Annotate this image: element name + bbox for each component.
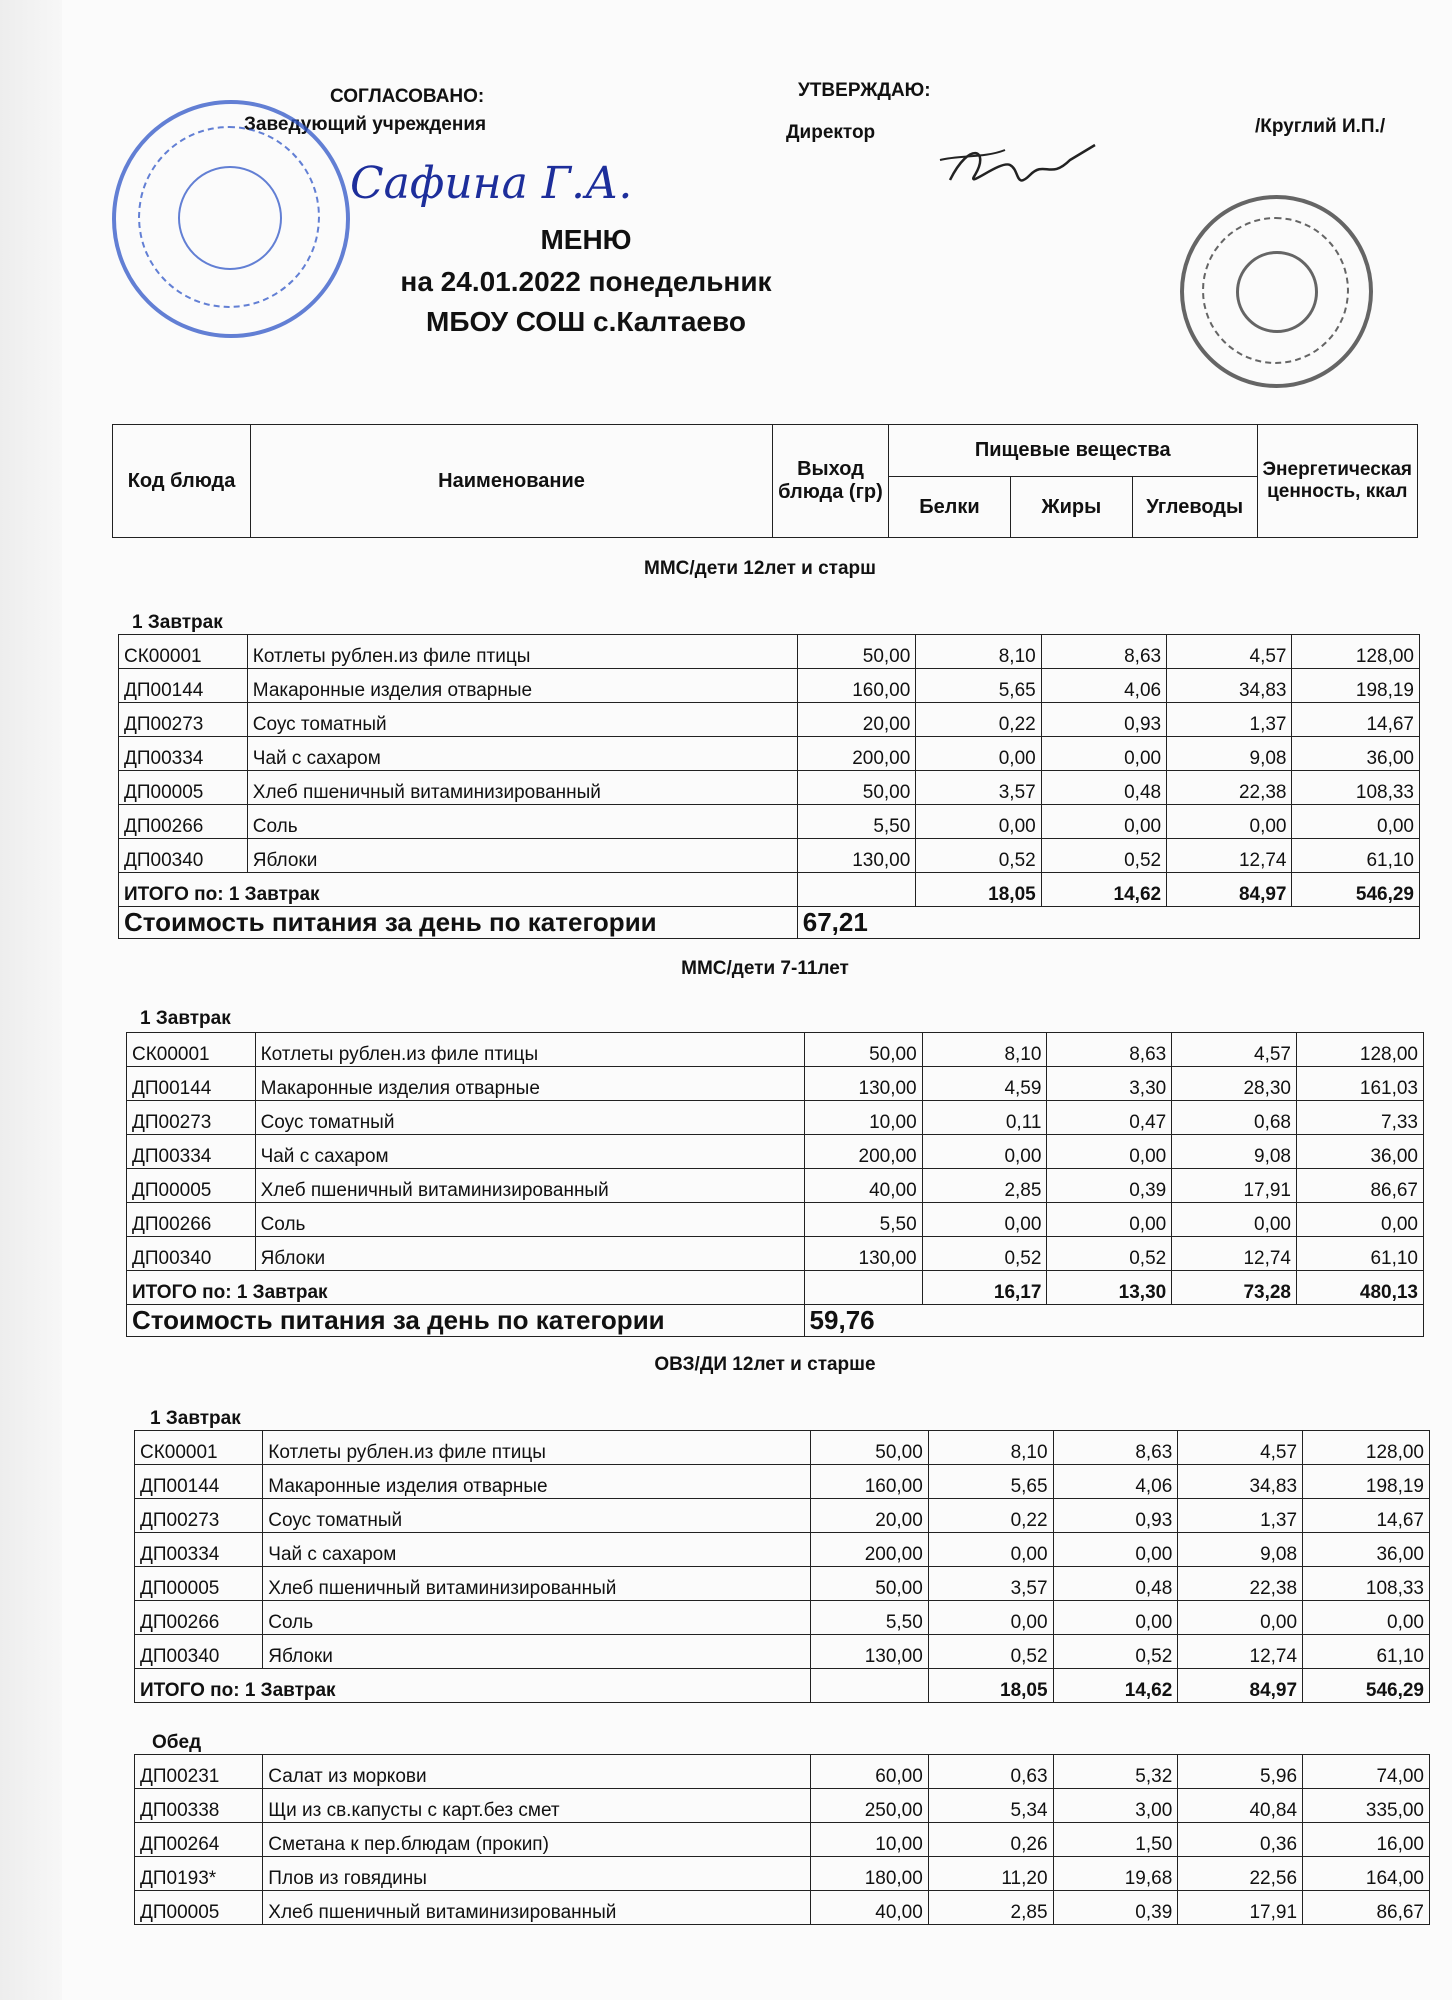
carbs-value: 12,74 bbox=[1178, 1635, 1303, 1669]
dish-code: ДП00005 bbox=[135, 1567, 263, 1601]
carbs-value: 4,57 bbox=[1167, 635, 1292, 669]
protein-value: 0,00 bbox=[928, 1601, 1053, 1635]
table-row bbox=[127, 1101, 1424, 1135]
table-row bbox=[127, 1135, 1424, 1169]
protein-value: 3,57 bbox=[928, 1567, 1053, 1601]
carbs-value: 5,96 bbox=[1178, 1755, 1303, 1789]
fat-value: 1,50 bbox=[1053, 1823, 1178, 1857]
fat-value: 3,30 bbox=[1047, 1067, 1172, 1101]
total-label: ИТОГО по: 1 Завтрак bbox=[127, 1271, 805, 1305]
dish-output: 50,00 bbox=[797, 771, 916, 805]
fat-total: 13,30 bbox=[1047, 1271, 1172, 1305]
dish-output: 180,00 bbox=[810, 1857, 928, 1891]
energy-total: 546,29 bbox=[1292, 873, 1420, 907]
dish-name: Соль bbox=[255, 1203, 804, 1237]
fat-value: 4,06 bbox=[1053, 1465, 1178, 1499]
energy-value: 61,10 bbox=[1296, 1237, 1423, 1271]
fat-value: 5,32 bbox=[1053, 1755, 1178, 1789]
energy-value: 61,10 bbox=[1292, 839, 1420, 873]
menu-date: на 24.01.2022 понедельник bbox=[400, 266, 772, 297]
dish-name: Хлеб пшеничный витаминизированный bbox=[255, 1169, 804, 1203]
fat-value: 0,52 bbox=[1047, 1237, 1172, 1271]
menu-table bbox=[118, 634, 1420, 939]
dish-name: Макаронные изделия отварные bbox=[247, 669, 797, 703]
protein-total: 18,05 bbox=[916, 873, 1041, 907]
table-row bbox=[135, 1789, 1430, 1823]
carbs-value: 0,00 bbox=[1172, 1203, 1297, 1237]
agreed-signature: Сафина Г.А. bbox=[350, 158, 633, 209]
table-row bbox=[135, 1465, 1430, 1499]
dish-output: 5,50 bbox=[804, 1203, 922, 1237]
dish-code: ДП00144 bbox=[135, 1465, 263, 1499]
organization-stamp bbox=[112, 100, 350, 338]
dish-code: СК00001 bbox=[135, 1431, 263, 1465]
category-title: ММС/дети 7-11лет bbox=[681, 958, 849, 979]
header-fat: Жиры bbox=[1010, 477, 1132, 538]
table-row bbox=[135, 1567, 1430, 1601]
protein-value: 2,85 bbox=[922, 1169, 1047, 1203]
dish-name: Соус томатный bbox=[255, 1101, 804, 1135]
meal-title: Обед bbox=[152, 1732, 202, 1753]
dish-code: ДП00005 bbox=[119, 771, 248, 805]
energy-total: 546,29 bbox=[1303, 1669, 1430, 1703]
approve-role: Директор bbox=[786, 122, 876, 143]
dish-name: Соус томатный bbox=[263, 1499, 810, 1533]
carbs-value: 9,08 bbox=[1178, 1533, 1303, 1567]
energy-value: 128,00 bbox=[1296, 1033, 1423, 1067]
header-protein: Белки bbox=[888, 477, 1010, 538]
dish-output: 200,00 bbox=[804, 1135, 922, 1169]
energy-value: 0,00 bbox=[1292, 805, 1420, 839]
dish-output: 50,00 bbox=[804, 1033, 922, 1067]
energy-value: 36,00 bbox=[1296, 1135, 1423, 1169]
table-row bbox=[135, 1533, 1430, 1567]
table-row bbox=[119, 839, 1420, 873]
menu-title: МЕНЮ bbox=[540, 224, 632, 255]
dish-name: Плов из говядины bbox=[263, 1857, 810, 1891]
table-row bbox=[119, 805, 1420, 839]
dish-output: 130,00 bbox=[797, 839, 916, 873]
carbs-value: 9,08 bbox=[1167, 737, 1292, 771]
cost-value: 67,21 bbox=[797, 907, 1419, 939]
dish-name: Сметана к пер.блюдам (прокип) bbox=[263, 1823, 810, 1857]
table-row bbox=[127, 1067, 1424, 1101]
total-output-empty bbox=[797, 873, 916, 907]
carbs-value: 34,83 bbox=[1167, 669, 1292, 703]
table-row bbox=[119, 771, 1420, 805]
header-carbs: Углеводы bbox=[1132, 477, 1257, 538]
dish-name: Котлеты рублен.из филе птицы bbox=[263, 1431, 810, 1465]
fat-value: 0,47 bbox=[1047, 1101, 1172, 1135]
fat-value: 0,93 bbox=[1053, 1499, 1178, 1533]
agreed-role: Заведующий учреждения bbox=[244, 114, 487, 135]
protein-value: 0,26 bbox=[928, 1823, 1053, 1857]
dish-code: ДП00266 bbox=[127, 1203, 256, 1237]
fat-value: 0,00 bbox=[1047, 1135, 1172, 1169]
dish-code: ДП00340 bbox=[119, 839, 248, 873]
meal-title: 1 Завтрак bbox=[150, 1408, 241, 1429]
header-nutrients: Пищевые вещества bbox=[888, 425, 1257, 477]
fat-total: 14,62 bbox=[1053, 1669, 1178, 1703]
carbs-value: 28,30 bbox=[1172, 1067, 1297, 1101]
fat-value: 19,68 bbox=[1053, 1857, 1178, 1891]
dish-name: Соус томатный bbox=[247, 703, 797, 737]
protein-value: 0,11 bbox=[922, 1101, 1047, 1135]
energy-value: 36,00 bbox=[1292, 737, 1420, 771]
energy-value: 61,10 bbox=[1303, 1635, 1430, 1669]
protein-value: 5,34 bbox=[928, 1789, 1053, 1823]
carbs-value: 22,38 bbox=[1178, 1567, 1303, 1601]
fat-value: 3,00 bbox=[1053, 1789, 1178, 1823]
total-output-empty bbox=[804, 1271, 922, 1305]
fat-value: 8,63 bbox=[1041, 635, 1166, 669]
carbs-value: 0,36 bbox=[1178, 1823, 1303, 1857]
table-row bbox=[135, 1891, 1430, 1925]
dish-name: Щи из св.капусты с карт.без смет bbox=[263, 1789, 810, 1823]
protein-total: 18,05 bbox=[928, 1669, 1053, 1703]
scan-edge bbox=[0, 0, 62, 2000]
energy-value: 7,33 bbox=[1296, 1101, 1423, 1135]
energy-value: 86,67 bbox=[1296, 1169, 1423, 1203]
protein-value: 0,00 bbox=[916, 737, 1041, 771]
cost-label: Стоимость питания за день по категории bbox=[119, 907, 798, 939]
protein-value: 8,10 bbox=[928, 1431, 1053, 1465]
dish-name: Хлеб пшеничный витаминизированный bbox=[263, 1891, 810, 1925]
protein-value: 5,65 bbox=[916, 669, 1041, 703]
energy-value: 164,00 bbox=[1303, 1857, 1430, 1891]
dish-output: 20,00 bbox=[810, 1499, 928, 1533]
dish-name: Котлеты рублен.из филе птицы bbox=[255, 1033, 804, 1067]
dish-name: Чай с сахаром bbox=[247, 737, 797, 771]
carbs-value: 40,84 bbox=[1178, 1789, 1303, 1823]
dish-output: 40,00 bbox=[810, 1891, 928, 1925]
category-title: ОВЗ/ДИ 12лет и старше bbox=[654, 1354, 876, 1375]
dish-output: 130,00 bbox=[804, 1237, 922, 1271]
total-label: ИТОГО по: 1 Завтрак bbox=[135, 1669, 811, 1703]
fat-value: 0,00 bbox=[1053, 1533, 1178, 1567]
fat-value: 4,06 bbox=[1041, 669, 1166, 703]
dish-name: Хлеб пшеничный витаминизированный bbox=[247, 771, 797, 805]
carbs-value: 4,57 bbox=[1172, 1033, 1297, 1067]
fat-value: 0,39 bbox=[1047, 1169, 1172, 1203]
protein-value: 0,00 bbox=[916, 805, 1041, 839]
fat-value: 0,48 bbox=[1041, 771, 1166, 805]
header-output: Выход блюда (гр) bbox=[773, 425, 889, 538]
carbs-value: 9,08 bbox=[1172, 1135, 1297, 1169]
dish-output: 60,00 bbox=[810, 1755, 928, 1789]
protein-value: 0,63 bbox=[928, 1755, 1053, 1789]
cost-row bbox=[127, 1305, 1424, 1337]
dish-name: Котлеты рублен.из филе птицы bbox=[247, 635, 797, 669]
dish-name: Соль bbox=[263, 1601, 810, 1635]
agreed-label: СОГЛАСОВАНО: bbox=[330, 86, 485, 107]
energy-value: 161,03 bbox=[1296, 1067, 1423, 1101]
energy-value: 128,00 bbox=[1303, 1431, 1430, 1465]
fat-value: 0,00 bbox=[1041, 737, 1166, 771]
dish-output: 5,50 bbox=[810, 1601, 928, 1635]
dish-output: 5,50 bbox=[797, 805, 916, 839]
dish-code: ДП00273 bbox=[127, 1101, 256, 1135]
dish-output: 130,00 bbox=[804, 1067, 922, 1101]
dish-output: 50,00 bbox=[797, 635, 916, 669]
dish-code: ДП00144 bbox=[127, 1067, 256, 1101]
protein-value: 0,52 bbox=[928, 1635, 1053, 1669]
carbs-value: 0,00 bbox=[1167, 805, 1292, 839]
dish-code: ДП00231 bbox=[135, 1755, 263, 1789]
energy-value: 198,19 bbox=[1303, 1465, 1430, 1499]
table-row bbox=[127, 1033, 1424, 1067]
dish-output: 10,00 bbox=[810, 1823, 928, 1857]
cost-row bbox=[119, 907, 1420, 939]
dish-code: ДП00266 bbox=[135, 1601, 263, 1635]
protein-value: 4,59 bbox=[922, 1067, 1047, 1101]
energy-value: 16,00 bbox=[1303, 1823, 1430, 1857]
dish-output: 200,00 bbox=[797, 737, 916, 771]
dish-name: Макаронные изделия отварные bbox=[255, 1067, 804, 1101]
protein-value: 0,22 bbox=[928, 1499, 1053, 1533]
table-row bbox=[127, 1169, 1424, 1203]
table-row bbox=[135, 1823, 1430, 1857]
protein-value: 8,10 bbox=[922, 1033, 1047, 1067]
carbs-value: 12,74 bbox=[1167, 839, 1292, 873]
fat-value: 0,52 bbox=[1041, 839, 1166, 873]
dish-code: ДП0193* bbox=[135, 1857, 263, 1891]
dish-code: ДП00334 bbox=[119, 737, 248, 771]
protein-value: 11,20 bbox=[928, 1857, 1053, 1891]
dish-code: ДП00266 bbox=[119, 805, 248, 839]
dish-code: ДП00338 bbox=[135, 1789, 263, 1823]
fat-value: 8,63 bbox=[1053, 1431, 1178, 1465]
cost-label: Стоимость питания за день по категории bbox=[127, 1305, 805, 1337]
energy-value: 335,00 bbox=[1303, 1789, 1430, 1823]
table-header bbox=[112, 424, 1418, 538]
carbs-value: 4,57 bbox=[1178, 1431, 1303, 1465]
fat-value: 0,00 bbox=[1047, 1203, 1172, 1237]
approve-name: /Круглий И.П./ bbox=[1255, 116, 1386, 137]
director-signature bbox=[930, 120, 1100, 210]
energy-total: 480,13 bbox=[1296, 1271, 1423, 1305]
carbs-value: 12,74 bbox=[1172, 1237, 1297, 1271]
table-row bbox=[119, 737, 1420, 771]
energy-value: 128,00 bbox=[1292, 635, 1420, 669]
dish-output: 200,00 bbox=[810, 1533, 928, 1567]
protein-value: 0,00 bbox=[928, 1533, 1053, 1567]
carbs-value: 22,38 bbox=[1167, 771, 1292, 805]
protein-value: 0,22 bbox=[916, 703, 1041, 737]
dish-code: ДП00340 bbox=[127, 1237, 256, 1271]
protein-total: 16,17 bbox=[922, 1271, 1047, 1305]
table-row bbox=[135, 1635, 1430, 1669]
protein-value: 8,10 bbox=[916, 635, 1041, 669]
total-row bbox=[127, 1271, 1424, 1305]
dish-code: СК00001 bbox=[119, 635, 248, 669]
energy-value: 0,00 bbox=[1303, 1601, 1430, 1635]
energy-value: 108,33 bbox=[1303, 1567, 1430, 1601]
carbs-value: 0,00 bbox=[1178, 1601, 1303, 1635]
table-row bbox=[119, 703, 1420, 737]
cost-value: 59,76 bbox=[804, 1305, 1423, 1337]
protein-value: 0,52 bbox=[916, 839, 1041, 873]
fat-value: 0,00 bbox=[1041, 805, 1166, 839]
fat-total: 14,62 bbox=[1041, 873, 1166, 907]
table-row bbox=[135, 1499, 1430, 1533]
protein-value: 5,65 bbox=[928, 1465, 1053, 1499]
total-label: ИТОГО по: 1 Завтрак bbox=[119, 873, 798, 907]
dish-name: Яблоки bbox=[263, 1635, 810, 1669]
dish-name: Чай с сахаром bbox=[263, 1533, 810, 1567]
dish-name: Хлеб пшеничный витаминизированный bbox=[263, 1567, 810, 1601]
fat-value: 0,00 bbox=[1053, 1601, 1178, 1635]
header-code: Код блюда bbox=[113, 425, 251, 538]
carbs-value: 34,83 bbox=[1178, 1465, 1303, 1499]
energy-value: 14,67 bbox=[1292, 703, 1420, 737]
carbs-value: 1,37 bbox=[1178, 1499, 1303, 1533]
total-row bbox=[135, 1669, 1430, 1703]
energy-value: 198,19 bbox=[1292, 669, 1420, 703]
menu-table bbox=[134, 1754, 1430, 1925]
category-title: ММС/дети 12лет и старш bbox=[644, 558, 876, 579]
carbs-value: 17,91 bbox=[1178, 1891, 1303, 1925]
approve-label: УТВЕРЖДАЮ: bbox=[798, 80, 931, 101]
dish-output: 130,00 bbox=[810, 1635, 928, 1669]
energy-value: 74,00 bbox=[1303, 1755, 1430, 1789]
dish-output: 50,00 bbox=[810, 1431, 928, 1465]
protein-value: 0,52 bbox=[922, 1237, 1047, 1271]
table-row bbox=[135, 1755, 1430, 1789]
protein-value: 0,00 bbox=[922, 1135, 1047, 1169]
protein-value: 2,85 bbox=[928, 1891, 1053, 1925]
carbs-value: 17,91 bbox=[1172, 1169, 1297, 1203]
dish-name: Макаронные изделия отварные bbox=[263, 1465, 810, 1499]
total-row bbox=[119, 873, 1420, 907]
dish-output: 10,00 bbox=[804, 1101, 922, 1135]
table-row bbox=[119, 669, 1420, 703]
meal-title: 1 Завтрак bbox=[132, 612, 223, 633]
dish-name: Яблоки bbox=[255, 1237, 804, 1271]
fat-value: 0,52 bbox=[1053, 1635, 1178, 1669]
energy-value: 86,67 bbox=[1303, 1891, 1430, 1925]
dish-name: Чай с сахаром bbox=[255, 1135, 804, 1169]
dish-name: Соль bbox=[247, 805, 797, 839]
dish-code: ДП00005 bbox=[127, 1169, 256, 1203]
dish-code: ДП00273 bbox=[135, 1499, 263, 1533]
energy-value: 14,67 bbox=[1303, 1499, 1430, 1533]
dish-code: ДП00340 bbox=[135, 1635, 263, 1669]
carbs-total: 84,97 bbox=[1178, 1669, 1303, 1703]
dish-code: ДП00273 bbox=[119, 703, 248, 737]
carbs-total: 73,28 bbox=[1172, 1271, 1297, 1305]
protein-value: 0,00 bbox=[922, 1203, 1047, 1237]
table-row bbox=[127, 1203, 1424, 1237]
fat-value: 0,93 bbox=[1041, 703, 1166, 737]
carbs-value: 1,37 bbox=[1167, 703, 1292, 737]
carbs-value: 22,56 bbox=[1178, 1857, 1303, 1891]
dish-code: ДП00264 bbox=[135, 1823, 263, 1857]
carbs-total: 84,97 bbox=[1167, 873, 1292, 907]
table-row bbox=[135, 1857, 1430, 1891]
header-energy: Энергетическая ценность, ккал bbox=[1257, 425, 1418, 538]
menu-table bbox=[126, 1032, 1424, 1337]
dish-output: 40,00 bbox=[804, 1169, 922, 1203]
dish-output: 160,00 bbox=[810, 1465, 928, 1499]
dish-output: 250,00 bbox=[810, 1789, 928, 1823]
energy-value: 36,00 bbox=[1303, 1533, 1430, 1567]
header-name: Наименование bbox=[251, 425, 773, 538]
dish-name: Яблоки bbox=[247, 839, 797, 873]
meal-title: 1 Завтрак bbox=[140, 1008, 231, 1029]
dish-output: 20,00 bbox=[797, 703, 916, 737]
dish-output: 50,00 bbox=[810, 1567, 928, 1601]
menu-table bbox=[134, 1430, 1430, 1703]
dish-code: ДП00334 bbox=[135, 1533, 263, 1567]
fat-value: 8,63 bbox=[1047, 1033, 1172, 1067]
energy-value: 108,33 bbox=[1292, 771, 1420, 805]
dish-code: ДП00334 bbox=[127, 1135, 256, 1169]
table-row bbox=[119, 635, 1420, 669]
fat-value: 0,48 bbox=[1053, 1567, 1178, 1601]
energy-value: 0,00 bbox=[1296, 1203, 1423, 1237]
fat-value: 0,39 bbox=[1053, 1891, 1178, 1925]
dish-code: ДП00005 bbox=[135, 1891, 263, 1925]
dish-output: 160,00 bbox=[797, 669, 916, 703]
dish-code: ДП00144 bbox=[119, 669, 248, 703]
dish-name: Салат из моркови bbox=[263, 1755, 810, 1789]
carbs-value: 0,68 bbox=[1172, 1101, 1297, 1135]
protein-value: 3,57 bbox=[916, 771, 1041, 805]
table-row bbox=[135, 1601, 1430, 1635]
table-row bbox=[127, 1237, 1424, 1271]
total-output-empty bbox=[810, 1669, 928, 1703]
table-row bbox=[135, 1431, 1430, 1465]
dish-code: СК00001 bbox=[127, 1033, 256, 1067]
school-name: МБОУ СОШ с.Калтаево bbox=[426, 306, 746, 337]
